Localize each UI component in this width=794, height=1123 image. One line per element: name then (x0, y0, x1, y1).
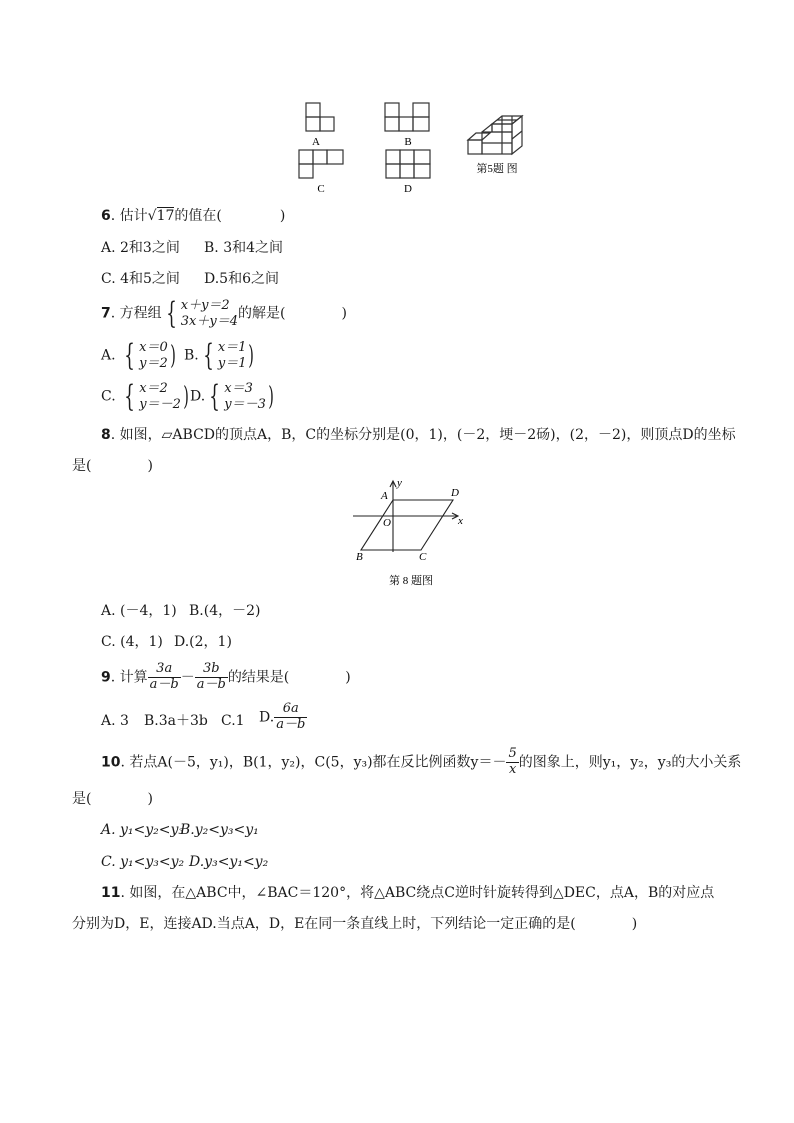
option-b[interactable]: B.y₂<y₃<y₁ (180, 822, 259, 838)
fraction-2: $\frac{3b}{a-b}$ (196, 661, 226, 692)
option-b[interactable]: B.(4，－2) (189, 603, 261, 619)
option-a[interactable]: A. 3 (101, 713, 129, 729)
left-brace: { (124, 378, 135, 414)
option-b[interactable]: B. 3和4之间 (204, 240, 284, 256)
option-a[interactable]: A. 2和3之间 (101, 240, 180, 256)
option-value-x: x＝3 (224, 381, 253, 396)
question-number: 6 (101, 208, 111, 224)
sqrt-sign: √ (147, 208, 157, 224)
stem-text: 计算 (119, 669, 148, 686)
equation-2: 3x＋y＝4 (180, 313, 238, 329)
option-c[interactable]: C.1 (221, 713, 245, 729)
stem-text: 若点A(－5，y₁)，B(1，y₂)，C(5，y₃)都在反比例函数y＝－ (129, 754, 507, 771)
answer-paren-close: ) (147, 791, 153, 807)
answer-paren-close: ) (341, 305, 347, 322)
option-value-y: y＝2 (139, 355, 168, 371)
minus-sign: － (180, 669, 195, 686)
answer-paren-close: ) (631, 916, 638, 932)
question-number: 11 (101, 885, 121, 901)
option-d[interactable]: D.y₃<y₁<y₂ (189, 854, 269, 870)
option-a[interactable]: A. { x＝0 y＝2 ) (101, 337, 176, 373)
question-9-stem: 9. 计算 $\frac{3a}{a-b}$ － $\frac{3b}{a-b}$ 的结果是( ) (101, 661, 351, 692)
left-brace: { (165, 295, 177, 331)
label-a: A (381, 490, 388, 502)
net-label-a: A (312, 136, 320, 148)
net-label-c: C (317, 183, 325, 195)
net-label-b: B (404, 136, 412, 148)
label-o: O (383, 517, 391, 529)
equation-1: x＋y＝2 (180, 298, 230, 313)
option-d[interactable]: D.(2，1) (174, 634, 232, 650)
stem-text: 的结果是( (227, 669, 290, 686)
label-y: y (397, 477, 402, 489)
label-c: C (419, 551, 427, 563)
label-d: D (451, 487, 459, 499)
question-number: 9 (101, 669, 111, 686)
option-value-x: x＝2 (139, 381, 168, 396)
left-brace: { (209, 378, 220, 414)
option-label: D. (190, 388, 206, 405)
option-c[interactable]: C. y₁<y₃<y₂ (101, 854, 185, 870)
stem-text: 方程组 (119, 305, 162, 322)
stem-text: 如图，▱ABCD的顶点A，B，C的坐标分别是(0，1)，(－2，埂－2砀)，(2，－2)，则顶点D的坐标 (119, 427, 736, 443)
option-b[interactable]: B.3a＋3b (144, 713, 208, 729)
label-x: x (458, 515, 463, 527)
net-label-d: D (404, 183, 412, 195)
option-value-y: y＝－2 (139, 396, 181, 412)
inverse-function-fraction: $\frac{5}{x}$ (508, 746, 517, 777)
question-number: 10 (101, 754, 121, 771)
left-brace: { (124, 337, 135, 373)
sqrt-radicand: 17 (156, 208, 175, 224)
option-c[interactable]: C. { x＝2 y＝－2 ) (101, 378, 189, 414)
option-a[interactable]: A. y₁<y₂<y₃ (101, 822, 185, 838)
question-number: 8 (101, 427, 111, 443)
fraction-1: $\frac{3a}{a-b}$ (149, 661, 179, 692)
question-8-stem: 8. 如图，▱ABCD的顶点A，B，C的坐标分别是(0，1)，(－2，埂－2砀)，(2，－2)，则顶点D的坐标 (101, 427, 736, 443)
option-label: A. (101, 347, 116, 364)
label-b: B (356, 551, 363, 563)
stem-text: 分别为D，E，连接AD.当点A，D，E在同一条直线上时，下列结论一定正确的是( (72, 916, 576, 932)
question-10-stem-line2 (72, 792, 153, 806)
option-c[interactable]: C. 4和5之间 (101, 271, 180, 287)
question-6-stem: 6. 估计√17的值在( ) (101, 208, 286, 224)
option-d[interactable]: D.5和6之间 (204, 271, 279, 287)
option-label: C. (101, 388, 116, 405)
question-number: 7 (101, 305, 111, 322)
option-d[interactable] (259, 702, 307, 733)
option-label: D. (259, 709, 275, 726)
stem-text: 的值在( (174, 208, 222, 224)
option-value-y: y＝1 (217, 355, 247, 371)
left-brace: { (203, 337, 214, 373)
option-value-x: x＝0 (139, 340, 168, 355)
stem-text: 的解是( (237, 305, 286, 322)
answer-paren-close: ) (147, 458, 153, 474)
parallelogram-abcd (361, 500, 453, 550)
question-7-stem: 7. 方程组 { x＋y＝2 3x＋y＝4 的解是( ) (101, 295, 347, 331)
stem-text: 的图象上，则y₁，y₂，y₃的大小关系 (518, 754, 742, 771)
stem-text: 是( (72, 791, 92, 807)
option-value-x: x＝1 (217, 340, 247, 355)
option-d[interactable]: D. { x＝3 y＝－3 ) (190, 378, 274, 414)
answer-paren-close: ) (279, 208, 286, 224)
question-10-stem: 10. 若点A(－5，y₁)，B(1，y₂)，C(5，y₃)都在反比例函数y＝－ $\frac{5}{x}$ 的图象上，则y₁，y₂，y₃的大小关系 (101, 746, 742, 777)
option-value-y: y＝－3 (224, 396, 266, 412)
answer-paren-close: ) (345, 669, 351, 686)
option-label: B. (184, 347, 199, 364)
question-11-stem: 11. 如图，在△ABC中，∠BAC＝120°，将△ABC绕点C逆时针旋转得到△DEC，点A，B的对应点 (101, 885, 715, 901)
figure8-caption: 第 8 题图 (389, 575, 433, 587)
option-a[interactable]: A. (－4，1) (101, 603, 177, 619)
stem-text: 是( (72, 458, 92, 474)
option-c[interactable]: C. (4，1) (101, 634, 163, 650)
stem-text: 如图，在△ABC中，∠BAC＝120°，将△ABC绕点C逆时针旋转得到△DEC，点A，B的对应点 (129, 885, 715, 901)
figure5-caption: 第5题 图 (476, 163, 518, 175)
question-11-stem-line2 (72, 917, 637, 931)
stem-text: 估计 (119, 208, 148, 224)
option-d-fraction: $\frac{6a}{a-b}$ (276, 701, 306, 732)
option-b[interactable]: B. { x＝1 y＝1 ) (184, 337, 255, 373)
